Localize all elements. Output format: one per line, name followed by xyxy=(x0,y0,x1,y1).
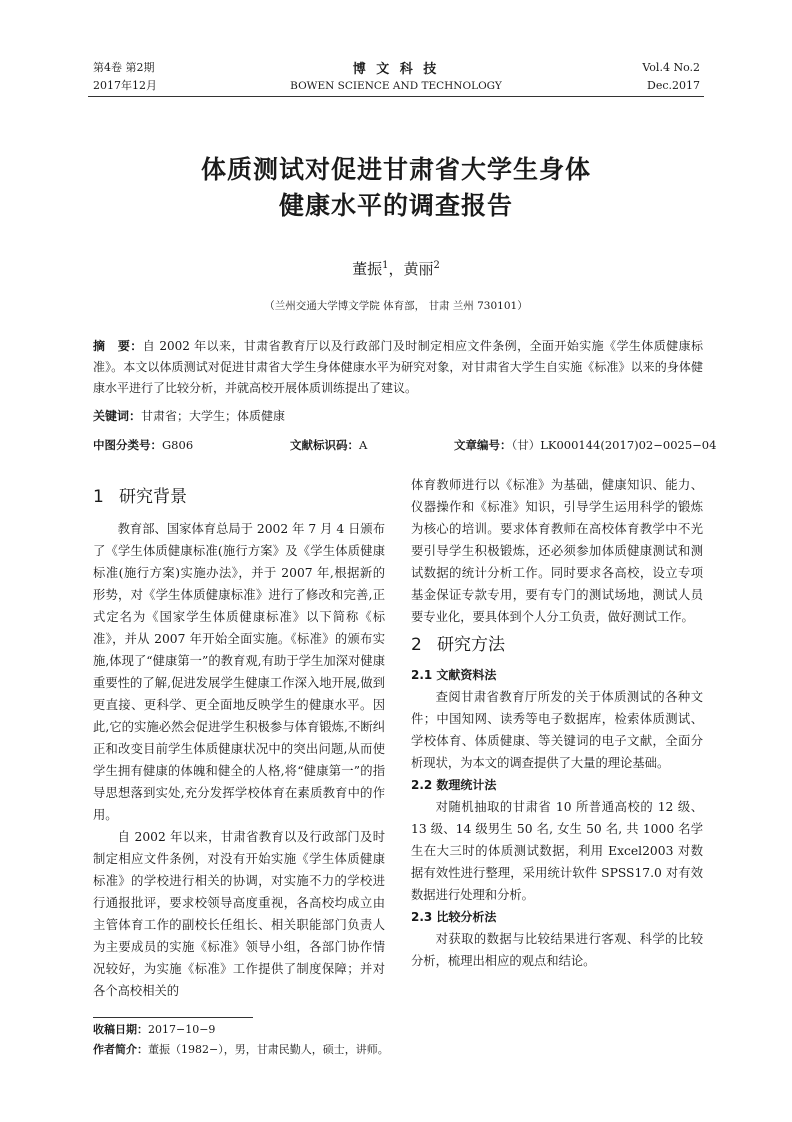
subsection-heading: 2.2 数理统计法 xyxy=(411,778,497,792)
journal-issue: 第4卷 第2期 xyxy=(93,61,155,74)
article-number xyxy=(454,437,716,453)
paragraph: 体育教师进行以《标准》为基础，健康知识、能力、仪器操作和《标准》知识，引导学生运用科学的锻炼为核心的培训。要求体育教师在高校体育教学中不光要引导学生积极锻炼，还必须参加体质健康测试和测试数据的统计分析工作。同时要求各高校，设立专项基金保证专款专用，要有专门的测试场地，测试人员要专业化，要具体到个人分工负责，做好测试工作。 xyxy=(411,478,703,624)
doc-code-value: A xyxy=(359,438,368,452)
footnote-rule xyxy=(93,1017,253,1018)
paper-title-line2: 健康水平的调查报告 xyxy=(278,191,513,220)
section-number: 1 xyxy=(93,487,104,507)
received-label: 收稿日期： xyxy=(93,1023,148,1036)
paragraph: 对随机抽取的甘肃省 10 所普通高校的 12 级、13 级、14 级男生 50 名, 女生 50 名, 共 1000 名学生在大三时的体质测试数据，利用 Excel2003 对数据有效性进行整理，采用统计软件 SPSS17.0 对有效数据进行处理和分析。 xyxy=(411,800,703,902)
journal-name-en: BOWEN SCIENCE AND TECHNOLOGY xyxy=(290,80,502,92)
abstract-label: 摘 要： xyxy=(93,339,143,353)
journal-date: 2017年12月 xyxy=(93,79,157,92)
section-heading xyxy=(411,632,703,658)
left-column xyxy=(93,478,385,1002)
paper-title-line1: 体质测试对促进甘肃省大学生身体 xyxy=(200,155,591,184)
article-number-label: 文章编号： xyxy=(454,438,512,452)
author-bio-value: 董振（1982−），男，甘肃民勤人，硕士，讲师。 xyxy=(148,1043,389,1056)
clc-number xyxy=(93,437,193,453)
abstract xyxy=(93,336,703,399)
author-name: 黄丽 xyxy=(403,260,434,278)
affiliation: （兰州交通大学博文学院 体育部， 甘肃 兰州 730101） xyxy=(264,300,528,312)
journal-name: 博 文 科 技 xyxy=(352,62,440,77)
abstract-text: 自 2002 年以来，甘肃省教育厅以及行政部门及时制定相应文件条例，全面开始实施《学生体质健康标准》。本文以体质测试对促进甘肃省大学生身体健康水平为研究对象，对甘肃省大学生自实施《标准》以来的身体健康水平进行了比较分析，并就高校开展体质训练提出了建议。 xyxy=(93,339,703,395)
paragraph: 查阅甘肃省教育厅所发的关于体质测试的各种文件；中国知网、读秀等电子数据库，检索体质测试、学校体育、体质健康、等关键词的电子文献，全面分析现状，为本文的调查提供了大量的理论基础。 xyxy=(411,690,703,770)
journal-volume: Vol.4 No.2 xyxy=(642,61,700,74)
clc-value: G806 xyxy=(162,438,194,452)
author-separator: ， xyxy=(388,260,404,278)
subsection-heading: 2.3 比较分析法 xyxy=(411,910,497,924)
section-number: 2 xyxy=(411,635,422,655)
doc-code-label: 文献标识码： xyxy=(290,438,359,452)
received-date xyxy=(93,1020,215,1040)
author-list xyxy=(0,258,792,279)
paragraph: 教育部、国家体育总局于 2002 年 7 月 4 日颁布了《学生体质健康标准(施行方案》及《学生体质健康标准(施行方案)实施办法》，并于 2007 年,根据新的形势，对《学生体质健康标准》进行了修改和完善,正式定名为《国家学生体质健康标准》以下简称《标准》，并从 2007 年开始全面实施。《标准》的颁布实施,体现了“健康第一”的教育观,有助于学生加深对健康重要性的了解,促进发展学生健康工作深入地开展,做到更直接、更科学、更全面地反映学生的健康水平。因此,它的实施必然会促进学生积极参与体育锻炼,不断纠正和改变目前学生体质健康状况中的突出问题,从而使学生拥有健康的体魄和健全的人格,将“健康第一”的指导思想落到实处,充分发挥学校体育在素质教育中的作用。 xyxy=(93,522,385,822)
section-heading xyxy=(93,484,385,510)
subsection-heading: 2.1 文献资料法 xyxy=(411,668,497,682)
keywords-label: 关键词： xyxy=(93,409,142,423)
received-value: 2017−10−9 xyxy=(148,1023,216,1036)
section-title: 研究方法 xyxy=(437,635,505,655)
section-title: 研究背景 xyxy=(119,487,187,507)
keywords-text: 甘肃省；大学生；体质健康 xyxy=(141,409,286,423)
paragraph: 对获取的数据与比较结果进行客观、科学的比较分析，梳理出相应的观点和结论。 xyxy=(411,932,703,968)
article-number-value: （甘）LK000144(2017)02−0025−04 xyxy=(511,438,717,452)
keywords xyxy=(93,406,703,427)
paragraph: 自 2002 年以来，甘肃省教育以及行政部门及时制定相应文件条例，对没有开始实施《学生体质健康标准》的学校进行相关的协调，对实施不力的学校进行通报批评，要求校领导高度重视，各高校均成立由主管体育工作的副校长任组长、相关职能部门负责人为主要成员的实施《标准》领导小组，各部门协作情况较好，为实施《标准》工作提供了制度保障；并对各个高校相关的 xyxy=(93,830,385,998)
document-code xyxy=(290,437,367,453)
journal-month: Dec.2017 xyxy=(647,79,700,92)
author-bio-label: 作者简介： xyxy=(93,1043,148,1056)
author-bio xyxy=(93,1040,389,1060)
author-affil-mark: 1 xyxy=(382,260,389,271)
clc-label: 中图分类号： xyxy=(93,438,162,452)
author-name: 董振 xyxy=(352,260,383,278)
author-affil-mark: 2 xyxy=(433,260,440,271)
right-column xyxy=(411,474,703,972)
header-rule xyxy=(88,96,704,97)
